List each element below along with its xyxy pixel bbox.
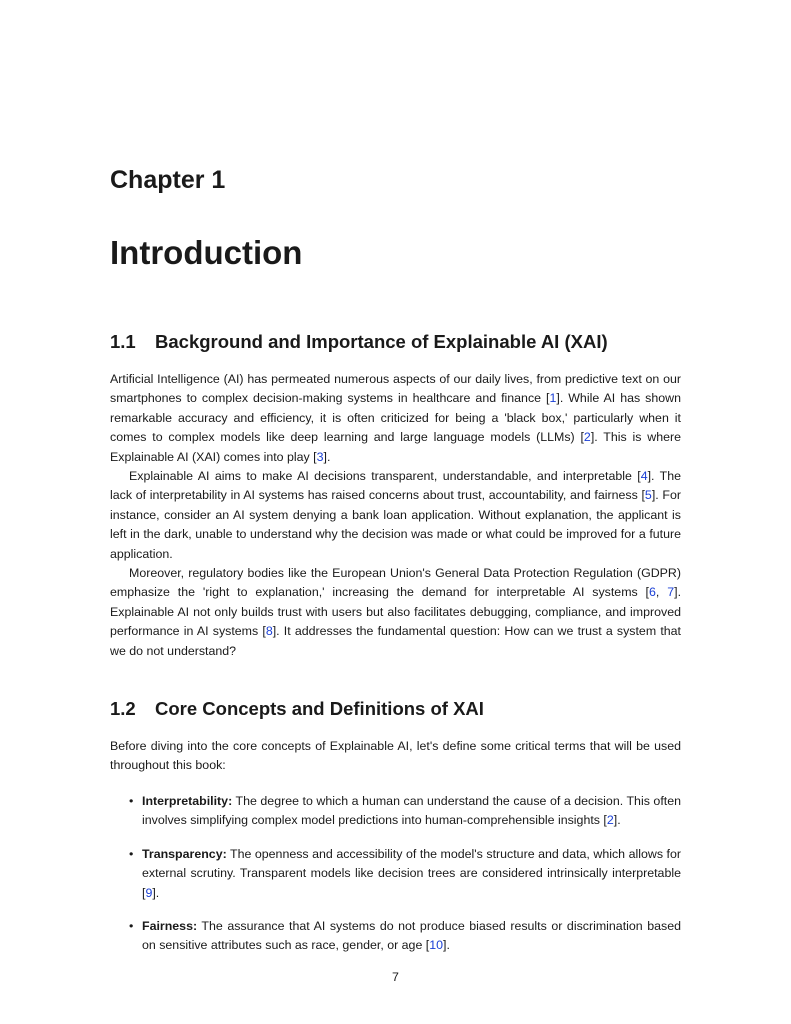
section-number: 1.1 [110, 331, 136, 352]
definitions-list [110, 792, 681, 970]
paragraph-text: Explainable AI aims to make AI decisions transparent, understandable, and interpretable [ [129, 469, 641, 484]
term: Transparency: [142, 846, 227, 861]
paragraph-text: ]. This is where Explainable AI (XAI) comes into play [ [110, 430, 681, 464]
paragraph-text: ]. While AI has shown remarkable accuracy and efficiency, it is often criticized for being a 'black box,' particularly when it comes to complex models like deep learning and large language models (LLMs) [ [110, 391, 681, 445]
bullet-icon: • [129, 794, 134, 808]
citation-separator: , [655, 585, 668, 600]
citation-link[interactable]: 5 [644, 488, 652, 503]
chapter-title: Introduction [110, 234, 303, 271]
section-title: Background and Importance of Explainable AI (XAI) [155, 331, 608, 352]
paragraph-text: ]. The lack of interpretability in AI systems has raised concerns about trust, accountability, and fairness [ [110, 469, 681, 503]
term: Fairness: [142, 919, 198, 934]
chapter-label: Chapter 1 [110, 166, 226, 194]
citation-link[interactable]: 10 [429, 938, 444, 953]
paragraph [110, 370, 681, 661]
paragraph-text: Artificial Intelligence (AI) has permeated numerous aspects of our daily lives, from predictive text on our smartphones to complex decision-making systems in healthcare and finance [ [110, 372, 681, 406]
section-intro: Before diving into the core concepts of Explainable AI, let's define some critical terms that will be used throughout this book: [110, 739, 681, 773]
paragraph-text: ]. For instance, consider an AI system denying a bank loan application. Without explanation, the applicant is left in the dark, unable to understand why the decision was made or what could be improved for a future application. [110, 488, 681, 561]
citation-link[interactable]: 2 [606, 813, 614, 828]
paragraph-text: ]. It addresses the fundamental question: How can we trust a system that we do not understand? [110, 624, 681, 658]
citation-link[interactable]: 6 [649, 585, 656, 600]
bullet-icon: • [129, 919, 134, 934]
page-number: 7 [392, 970, 399, 984]
list-item-interpretability [110, 792, 681, 831]
definition-end: ]. [443, 938, 450, 953]
citation-link[interactable]: 8 [265, 624, 273, 639]
paragraph-text: Moreover, regulatory bodies like the European Union's General Data Protection Regulation (GDPR) emphasize the 'right to explanation,' increasing the demand for interpretable AI systems [ [110, 566, 681, 600]
citation-link[interactable]: 3 [316, 449, 324, 464]
paragraph-text: ]. [323, 449, 331, 464]
citation-link[interactable]: 9 [145, 885, 153, 900]
definition-text: The openness and accessibility of the model's structure and data, which allows for external scrutiny. Transparent models like decision trees are considered intrinsically interpretable [ [142, 846, 681, 900]
section-heading-1-2 [110, 698, 484, 720]
paragraph-text: ]. Explainable AI not only builds trust with users but also facilitates debugging, compliance, and improved performance in AI systems [ [110, 585, 682, 639]
term: Interpretability: [142, 794, 233, 808]
section-title: Core Concepts and Definitions of XAI [155, 698, 484, 719]
citation-link[interactable]: 7 [667, 585, 675, 600]
definition-text: The degree to which a human can understand the cause of a decision. This often involves simplifying complex model predictions into human-comprehensible insights [ [142, 794, 681, 828]
definition-text: The assurance that AI systems do not produce biased results or discrimination based on sensitive attributes such as race, gender, or age [ [142, 919, 681, 953]
section-heading-1-1 [110, 331, 608, 353]
citation-link[interactable]: 2 [583, 430, 591, 445]
definition-end: ]. [613, 813, 621, 828]
citation-link[interactable]: 1 [549, 391, 557, 406]
citation-link[interactable]: 4 [640, 469, 648, 484]
list-item-fairness [110, 917, 681, 956]
list-item-transparency [110, 845, 681, 903]
bullet-icon: • [129, 846, 134, 861]
definition-end: ]. [152, 885, 160, 900]
section-number: 1.2 [110, 698, 136, 719]
